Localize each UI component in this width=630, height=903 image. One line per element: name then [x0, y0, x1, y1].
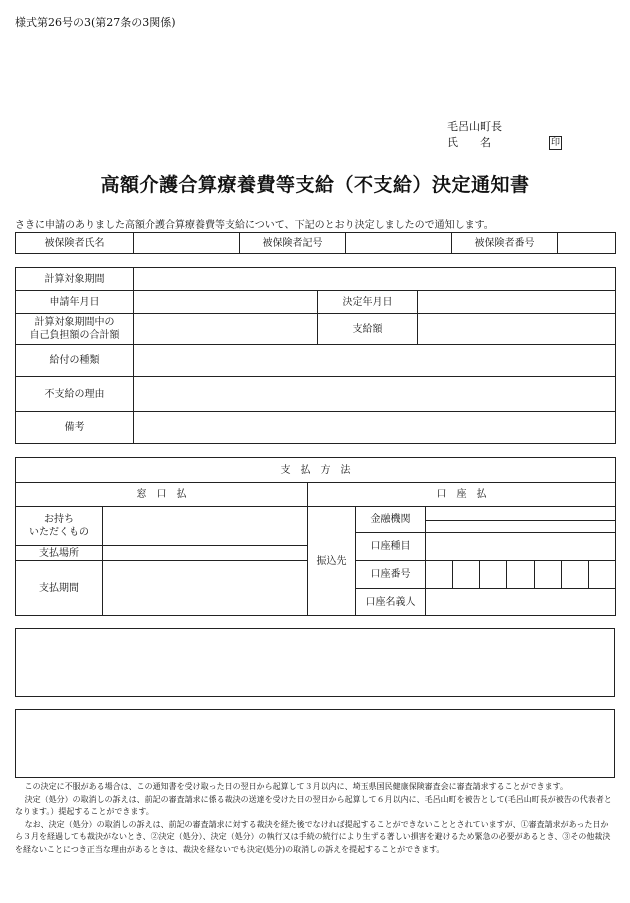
digit-box[interactable]: [506, 561, 533, 588]
bring-label-line1: お持ち: [44, 514, 74, 525]
digit-box[interactable]: [588, 561, 615, 588]
account-holder-label: 口座名義人: [356, 589, 426, 616]
document-title: 高額介護合算療養費等支給（不支給）決定通知書: [100, 174, 530, 196]
insured-symbol-field[interactable]: [346, 233, 452, 254]
period-field[interactable]: [134, 268, 616, 291]
payment-amount-field[interactable]: [418, 314, 616, 345]
bank-label: 金融機関: [356, 507, 426, 533]
free-text-box-1[interactable]: [15, 628, 615, 697]
note-paragraph: 決定（処分）の取消しの訴えは、前記の審査請求に係る裁決の送達を受けた日の翌日から起算して６月以内に、毛呂山町を被告として(毛呂山町長が被告の代表者となります。）提起することができます。: [15, 794, 612, 816]
remarks-label: 備考: [16, 412, 134, 444]
decision-date-field[interactable]: [418, 291, 616, 314]
total-label-line2: 自己負担額の合計額: [29, 330, 120, 341]
issuer-block: [447, 119, 562, 151]
insured-name-field[interactable]: [134, 233, 240, 254]
bring-label-line2: いただくもの: [29, 527, 89, 538]
payment-table: [15, 457, 616, 616]
note-paragraph: なお、決定（処分）の取消しの訴えは、前記の審査請求に対する裁決を経た後でなければ提起することができないこととされていますが、①審査請求があった日から３月を経過しても裁決がないとき、②決定（処分）、決定（処分）の執行又は手続の続行により生ずる著しい損害を避けるため緊急の必要があるとき、③その他裁決を経ないことにつき正当な理由があるときは、裁決を経ないでも決定(処分)の取消しの訴えを提起することができます。: [15, 819, 611, 854]
window-payment-header: 窓 口 払: [16, 483, 308, 507]
account-number-boxes: [426, 561, 615, 588]
insured-number-field[interactable]: [558, 233, 616, 254]
account-payment-header: 口 座 払: [308, 483, 616, 507]
transfer-label: 振込先: [308, 507, 356, 616]
account-holder-field[interactable]: [426, 589, 616, 616]
digit-box[interactable]: [452, 561, 479, 588]
benefit-type-label: 給付の種類: [16, 345, 134, 377]
total-label-line1: 計算対象期間中の: [34, 317, 115, 328]
account-number-field[interactable]: [426, 561, 616, 589]
bank-field[interactable]: [426, 507, 616, 533]
payment-amount-label: 支給額: [318, 314, 418, 345]
bring-field[interactable]: [103, 507, 308, 546]
apply-date-label: 申請年月日: [16, 291, 134, 314]
note-paragraph: この決定に不服がある場合は、この通知書を受け取った日の翌日から起算して３月以内に、埼玉県国民健康保険審査会に審査請求することができます。: [24, 782, 568, 791]
digit-box[interactable]: [479, 561, 506, 588]
seal-mark: 印: [550, 138, 560, 148]
pay-period-field[interactable]: [103, 561, 308, 616]
bring-label: [16, 507, 103, 546]
reason-field[interactable]: [134, 377, 616, 412]
apply-date-field[interactable]: [134, 291, 318, 314]
account-type-label: 口座種目: [356, 533, 426, 561]
issuer-name-label: 氏 名: [447, 136, 491, 149]
appeal-notes: [15, 781, 615, 856]
account-type-field[interactable]: [426, 533, 616, 561]
digit-box[interactable]: [534, 561, 561, 588]
form-number: 様式第26号の3(第27条の3関係): [15, 16, 176, 29]
payment-header: 支 払 方 法: [16, 458, 616, 483]
insured-name-label: 被保険者氏名: [16, 233, 134, 254]
details-table: [15, 267, 616, 444]
pay-period-label: 支払期間: [16, 561, 103, 616]
digit-box[interactable]: [426, 561, 452, 588]
free-text-box-2[interactable]: [15, 709, 615, 778]
account-number-label: 口座番号: [356, 561, 426, 589]
total-label: [16, 314, 134, 345]
total-field[interactable]: [134, 314, 318, 345]
insured-symbol-label: 被保険者記号: [240, 233, 346, 254]
decision-date-label: 決定年月日: [318, 291, 418, 314]
digit-box[interactable]: [561, 561, 588, 588]
remarks-field[interactable]: [134, 412, 616, 444]
reason-label: 不支給の理由: [16, 377, 134, 412]
intro-text: さきに申請のありました高額介護合算療養費等支給について、下記のとおり決定しましたので通知します。: [15, 220, 494, 231]
period-label: 計算対象期間: [16, 268, 134, 291]
insured-number-label: 被保険者番号: [452, 233, 558, 254]
place-field[interactable]: [103, 546, 308, 561]
insured-table: [15, 232, 616, 254]
benefit-type-field[interactable]: [134, 345, 616, 377]
place-label: 支払場所: [16, 546, 103, 561]
issuer-title: 毛呂山町長: [447, 120, 502, 133]
